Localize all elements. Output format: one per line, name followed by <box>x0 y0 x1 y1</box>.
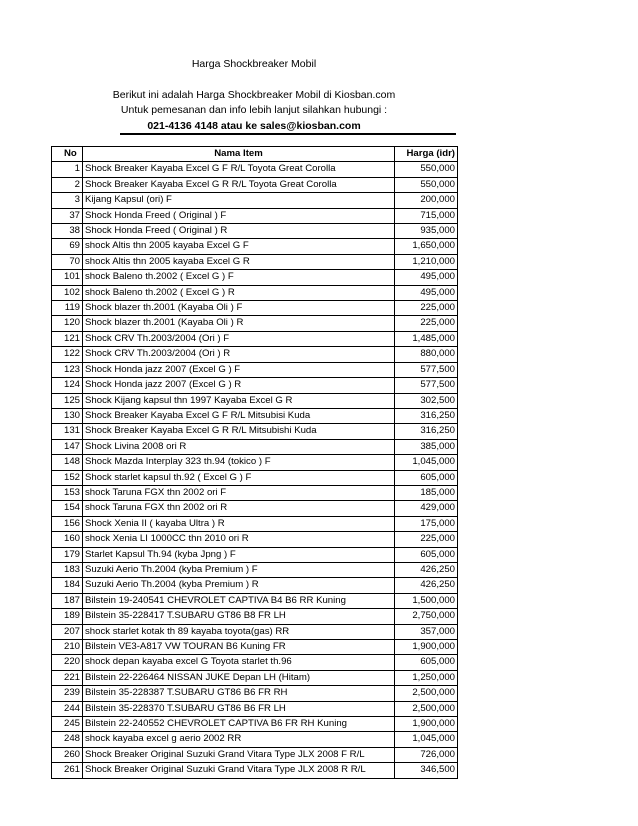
row-number: 119 <box>52 301 83 316</box>
item-name: Shock Livina 2008 ori R <box>83 439 395 454</box>
item-name: shock Altis thn 2005 kayaba Excel G F <box>83 239 395 254</box>
item-price: 2,750,000 <box>395 609 458 624</box>
item-price: 1,045,000 <box>395 732 458 747</box>
table-row <box>52 701 458 716</box>
row-number: 120 <box>52 316 83 331</box>
page-title: Harga Shockbreaker Mobil <box>191 58 317 70</box>
contact-info: 021-4136 4148 atau ke sales@kiosban.com <box>147 120 361 132</box>
row-number: 245 <box>52 717 83 732</box>
table-row <box>52 177 458 192</box>
header-divider <box>120 133 456 135</box>
item-price: 605,000 <box>395 470 458 485</box>
table-row <box>52 747 458 762</box>
item-price: 2,500,000 <box>395 686 458 701</box>
item-price: 935,000 <box>395 224 458 239</box>
table-row <box>52 670 458 685</box>
row-number: 207 <box>52 624 83 639</box>
item-name: shock starlet kotak th 89 kayaba toyota(gas) RR <box>83 624 395 639</box>
table-row <box>52 347 458 362</box>
item-price: 1,900,000 <box>395 640 458 655</box>
row-number: 261 <box>52 763 83 778</box>
item-name: shock Xenia LI 1000CC thn 2010 ori R <box>83 532 395 547</box>
item-name: shock Taruna FGX thn 2002 ori R <box>83 501 395 516</box>
item-name: Bilstein 35-228387 T.SUBARU GT86 B6 FR RH <box>83 686 395 701</box>
item-price: 200,000 <box>395 193 458 208</box>
row-number: 130 <box>52 408 83 423</box>
item-price: 357,000 <box>395 624 458 639</box>
row-number: 189 <box>52 609 83 624</box>
item-name: Kijang Kapsul (ori) F <box>83 193 395 208</box>
row-number: 248 <box>52 732 83 747</box>
item-name: Shock Honda Freed ( Original ) F <box>83 208 395 223</box>
item-name: Suzuki Aerio Th.2004 (kyba Premium ) F <box>83 562 395 577</box>
item-name: Shock Breaker Kayaba Excel G F R/L Toyota Great Corolla <box>83 162 395 177</box>
row-number: 187 <box>52 593 83 608</box>
table-row <box>52 362 458 377</box>
table-row <box>52 270 458 285</box>
row-number: 156 <box>52 516 83 531</box>
table-row <box>52 470 458 485</box>
row-number: 3 <box>52 193 83 208</box>
table-row <box>52 686 458 701</box>
item-name: Suzuki Aerio Th.2004 (kyba Premium ) R <box>83 578 395 593</box>
item-price: 495,000 <box>395 270 458 285</box>
row-number: 37 <box>52 208 83 223</box>
item-name: Shock blazer th.2001 (Kayaba Oli ) R <box>83 316 395 331</box>
item-price: 225,000 <box>395 316 458 331</box>
table-row <box>52 578 458 593</box>
item-price: 426,250 <box>395 562 458 577</box>
item-name: shock Baleno th.2002 ( Excel G ) F <box>83 270 395 285</box>
column-header-no: No <box>52 147 83 162</box>
row-number: 154 <box>52 501 83 516</box>
item-name: Bilstein 22-240552 CHEVROLET CAPTIVA B6 FR RH Kuning <box>83 717 395 732</box>
row-number: 69 <box>52 239 83 254</box>
item-price: 1,900,000 <box>395 717 458 732</box>
table-row <box>52 162 458 177</box>
row-number: 244 <box>52 701 83 716</box>
table-row <box>52 547 458 562</box>
table-row <box>52 640 458 655</box>
item-price: 2,500,000 <box>395 701 458 716</box>
item-price: 225,000 <box>395 532 458 547</box>
item-name: Shock Breaker Kayaba Excel G R R/L Mitsubishi Kuda <box>83 424 395 439</box>
item-price: 577,500 <box>395 362 458 377</box>
table-row <box>52 316 458 331</box>
table-row <box>52 254 458 269</box>
row-number: 148 <box>52 455 83 470</box>
row-number: 239 <box>52 686 83 701</box>
item-name: Shock CRV Th.2003/2004 (Ori ) F <box>83 331 395 346</box>
table-row <box>52 455 458 470</box>
table-row <box>52 408 458 423</box>
row-number: 1 <box>52 162 83 177</box>
item-name: Shock Kijang kapsul thn 1997 Kayaba Excel G R <box>83 393 395 408</box>
item-name: shock Baleno th.2002 ( Excel G ) R <box>83 285 395 300</box>
table-row <box>52 624 458 639</box>
row-number: 210 <box>52 640 83 655</box>
table-row <box>52 301 458 316</box>
row-number: 124 <box>52 378 83 393</box>
row-number: 179 <box>52 547 83 562</box>
row-number: 122 <box>52 347 83 362</box>
table-row <box>52 378 458 393</box>
row-number: 121 <box>52 331 83 346</box>
item-name: Shock Honda Freed ( Original ) R <box>83 224 395 239</box>
item-price: 225,000 <box>395 301 458 316</box>
item-price: 605,000 <box>395 547 458 562</box>
item-name: Starlet Kapsul Th.94 (kyba Jpng ) F <box>83 547 395 562</box>
item-price: 726,000 <box>395 747 458 762</box>
column-header-price: Harga (idr) <box>395 147 458 162</box>
row-number: 125 <box>52 393 83 408</box>
table-row <box>52 485 458 500</box>
row-number: 160 <box>52 532 83 547</box>
item-price: 550,000 <box>395 177 458 192</box>
table-row <box>52 655 458 670</box>
table-row <box>52 193 458 208</box>
item-name: Shock Breaker Kayaba Excel G F R/L Mitsubisi Kuda <box>83 408 395 423</box>
item-name: Shock Mazda Interplay 323 th.94 (tokico ) F <box>83 455 395 470</box>
row-number: 102 <box>52 285 83 300</box>
table-row <box>52 224 458 239</box>
table-row <box>52 717 458 732</box>
row-number: 183 <box>52 562 83 577</box>
row-number: 131 <box>52 424 83 439</box>
row-number: 123 <box>52 362 83 377</box>
table-row <box>52 562 458 577</box>
item-name: Shock Breaker Original Suzuki Grand Vitara Type JLX 2008 R R/L <box>83 763 395 778</box>
table-row <box>52 331 458 346</box>
table-body <box>52 162 458 778</box>
table-header-row <box>52 147 458 162</box>
table-row <box>52 208 458 223</box>
item-price: 316,250 <box>395 424 458 439</box>
table-row <box>52 593 458 608</box>
item-name: Shock starlet kapsul th.92 ( Excel G ) F <box>83 470 395 485</box>
row-number: 153 <box>52 485 83 500</box>
item-name: shock kayaba excel g aerio 2002 RR <box>83 732 395 747</box>
item-name: Shock Xenia II ( kayaba Ultra ) R <box>83 516 395 531</box>
item-name: shock Taruna FGX thn 2002 ori F <box>83 485 395 500</box>
item-price: 1,045,000 <box>395 455 458 470</box>
item-price: 426,250 <box>395 578 458 593</box>
item-price: 385,000 <box>395 439 458 454</box>
table-row <box>52 732 458 747</box>
item-price: 175,000 <box>395 516 458 531</box>
item-price: 605,000 <box>395 655 458 670</box>
row-number: 221 <box>52 670 83 685</box>
item-name: Bilstein VE3-A817 VW TOURAN B6 Kuning FR <box>83 640 395 655</box>
table-row <box>52 763 458 778</box>
item-name: shock Altis thn 2005 kayaba Excel G R <box>83 254 395 269</box>
intro-text: Berikut ini adalah Harga Shockbreaker Mobil di Kiosban.com <box>112 89 396 101</box>
item-name: Shock Breaker Original Suzuki Grand Vitara Type JLX 2008 F R/L <box>83 747 395 762</box>
item-price: 1,250,000 <box>395 670 458 685</box>
item-price: 495,000 <box>395 285 458 300</box>
table-row <box>52 516 458 531</box>
row-number: 220 <box>52 655 83 670</box>
item-name: Shock CRV Th.2003/2004 (Ori ) R <box>83 347 395 362</box>
item-price: 880,000 <box>395 347 458 362</box>
row-number: 101 <box>52 270 83 285</box>
table-row <box>52 501 458 516</box>
item-price: 429,000 <box>395 501 458 516</box>
item-price: 316,250 <box>395 408 458 423</box>
item-name: Shock blazer th.2001 (Kayaba Oli ) F <box>83 301 395 316</box>
item-price: 577,500 <box>395 378 458 393</box>
item-price: 346,500 <box>395 763 458 778</box>
item-price: 1,210,000 <box>395 254 458 269</box>
item-name: Bilstein 19-240541 CHEVROLET CAPTIVA B4 B6 RR Kuning <box>83 593 395 608</box>
item-name: Bilstein 35-228417 T.SUBARU GT86 B8 FR LH <box>83 609 395 624</box>
item-name: Bilstein 35-228370 T.SUBARU GT86 B6 FR LH <box>83 701 395 716</box>
table-row <box>52 239 458 254</box>
table-row <box>52 609 458 624</box>
column-header-name: Nama Item <box>83 147 395 162</box>
item-price: 550,000 <box>395 162 458 177</box>
item-name: Shock Honda jazz 2007 (Excel G ) F <box>83 362 395 377</box>
table-row <box>52 532 458 547</box>
item-name: Shock Breaker Kayaba Excel G R R/L Toyota Great Corolla <box>83 177 395 192</box>
row-number: 38 <box>52 224 83 239</box>
contact-instructions: Untuk pemesanan dan info lebih lanjut silahkan hubungi : <box>120 104 388 116</box>
row-number: 152 <box>52 470 83 485</box>
item-price: 1,500,000 <box>395 593 458 608</box>
price-table <box>51 146 458 779</box>
item-name: Shock Honda jazz 2007 (Excel G ) R <box>83 378 395 393</box>
table-row <box>52 439 458 454</box>
row-number: 147 <box>52 439 83 454</box>
table-row <box>52 424 458 439</box>
row-number: 70 <box>52 254 83 269</box>
item-price: 1,485,000 <box>395 331 458 346</box>
item-name: shock depan kayaba excel G Toyota starlet th.96 <box>83 655 395 670</box>
row-number: 260 <box>52 747 83 762</box>
item-price: 1,650,000 <box>395 239 458 254</box>
table-row <box>52 393 458 408</box>
row-number: 184 <box>52 578 83 593</box>
table-row <box>52 285 458 300</box>
item-price: 185,000 <box>395 485 458 500</box>
item-price: 715,000 <box>395 208 458 223</box>
item-name: Bilstein 22-226464 NISSAN JUKE Depan LH (Hitam) <box>83 670 395 685</box>
row-number: 2 <box>52 177 83 192</box>
item-price: 302,500 <box>395 393 458 408</box>
